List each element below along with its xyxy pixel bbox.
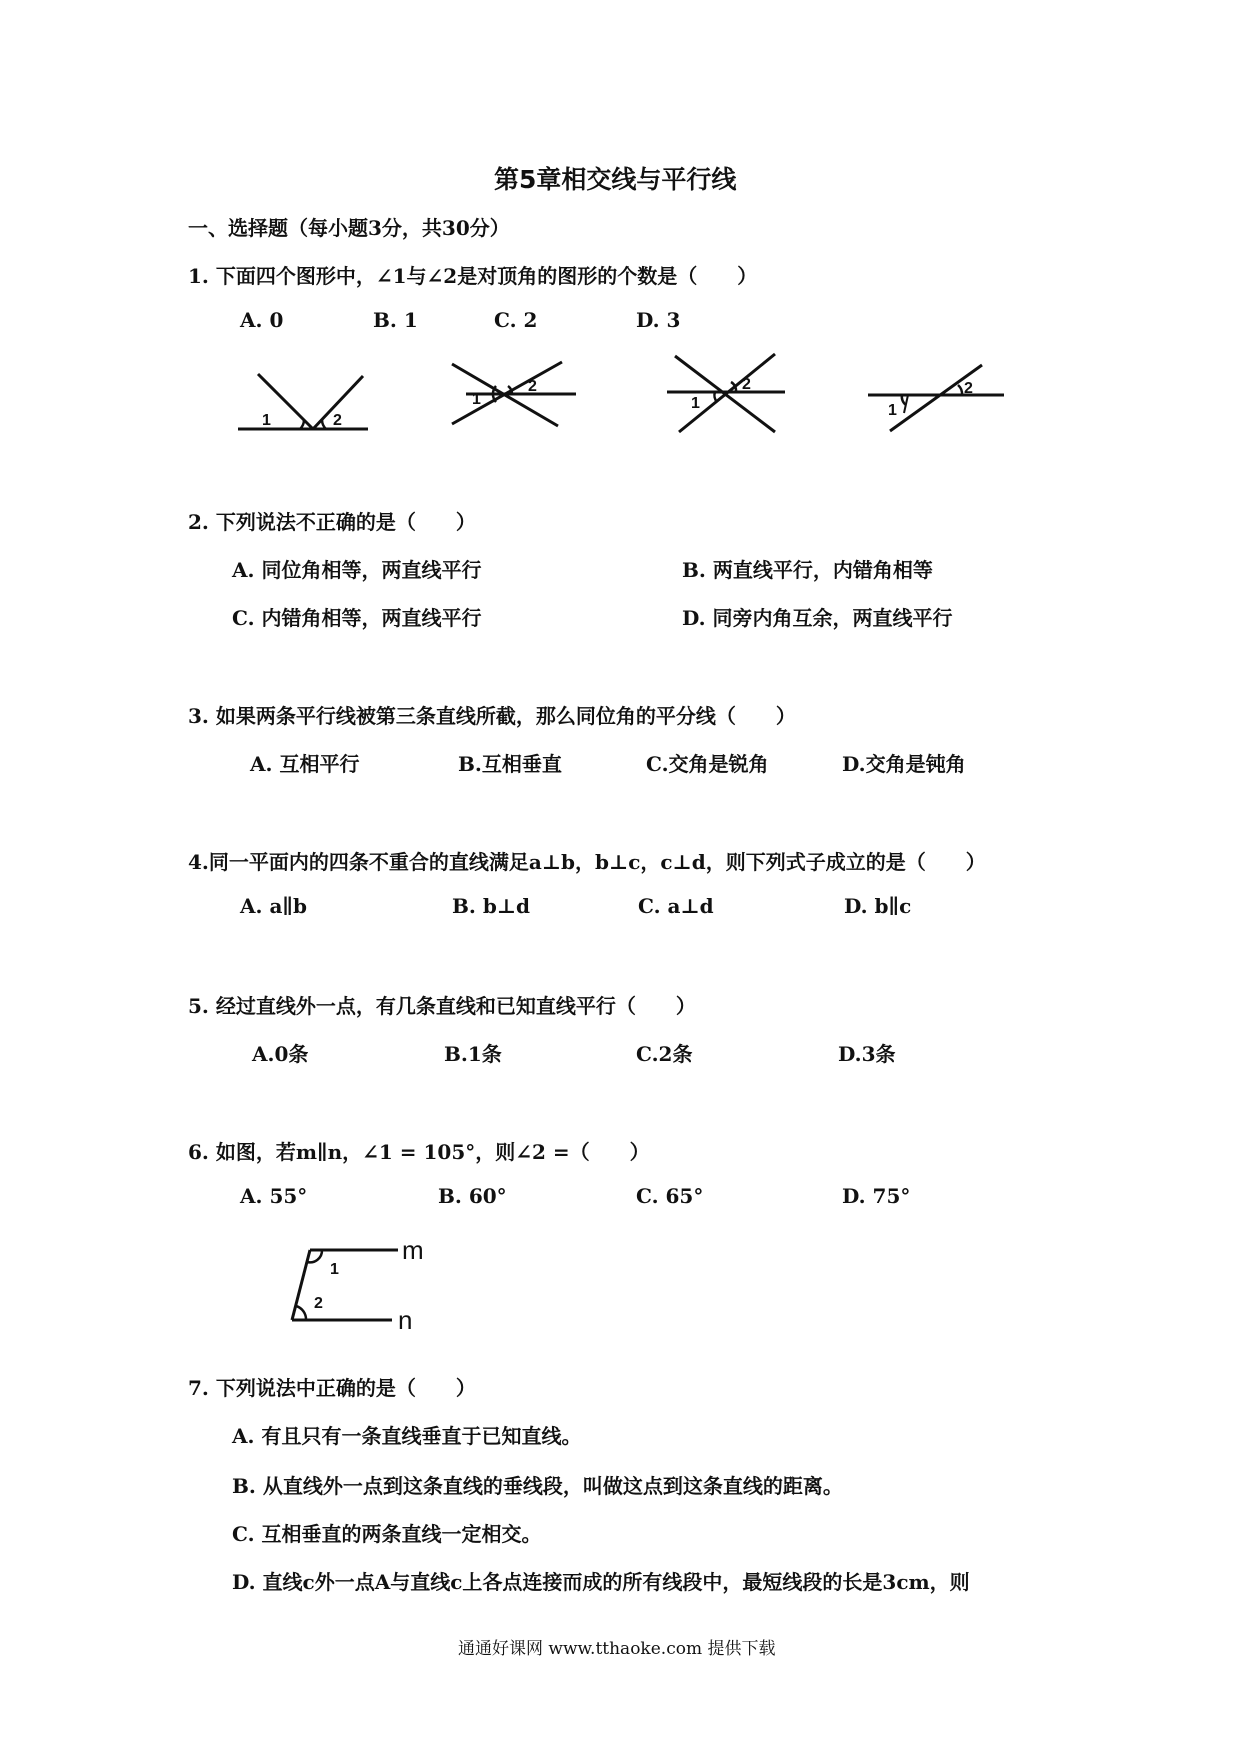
q7-option-a[interactable]: A. 有且只有一条直线垂直于已知直线。 [232, 1424, 582, 1448]
q1-option-a[interactable]: A. 0 [240, 308, 284, 332]
q1-fig4-angle1-label: 1 [888, 402, 897, 419]
q5-option-b[interactable]: B.1条 [444, 1042, 502, 1066]
q3-option-b[interactable]: B.互相垂直 [458, 752, 562, 776]
q7-option-d[interactable]: D. 直线c外一点A与直线c上各点连接而成的所有线段中，最短线段的长是3cm，则 [232, 1570, 970, 1594]
page-title: 第5章相交线与平行线 [494, 165, 737, 194]
question-3-stem: 3. 如果两条平行线被第三条直线所截，那么同位角的平分线（ ） [188, 704, 796, 728]
q6-angle2-label: 2 [314, 1295, 323, 1312]
question-1-stem: 1. 下面四个图形中，∠1与∠2是对顶角的图形的个数是（ ） [188, 264, 758, 288]
q1-fig4-angle2-label: 2 [964, 380, 973, 397]
section-heading: 一、选择题（每小题3分，共30分） [188, 216, 510, 240]
question-7-stem: 7. 下列说法中正确的是（ ） [188, 1376, 476, 1400]
q4-option-c[interactable]: C. a⊥d [638, 894, 714, 918]
q6-figure [288, 1235, 428, 1335]
q7-option-b[interactable]: B. 从直线外一点到这条直线的垂线段，叫做这点到这条直线的距离。 [232, 1474, 843, 1498]
question-6-stem: 6. 如图，若m∥n，∠1 = 105°，则∠2 =（ ） [188, 1140, 650, 1164]
q6-angle1-label: 1 [330, 1261, 339, 1278]
q3-option-a[interactable]: A. 互相平行 [250, 752, 360, 776]
q1-fig3-angle2-label: 2 [742, 376, 751, 393]
q3-option-c[interactable]: C.交角是锐角 [646, 752, 769, 776]
q3-option-d[interactable]: D.交角是钝角 [842, 752, 966, 776]
q1-figure-2 [446, 360, 581, 430]
q1-option-c[interactable]: C. 2 [494, 308, 538, 332]
q1-option-d[interactable]: D. 3 [636, 308, 681, 332]
q1-fig1-angle1-label: 1 [262, 412, 271, 429]
q5-option-a[interactable]: A.0条 [252, 1042, 309, 1066]
q1-figure-4 [868, 365, 1008, 435]
q1-fig3-angle1-label: 1 [691, 395, 700, 412]
q6-line-m-label: m [402, 1235, 424, 1265]
question-4-stem: 4.同一平面内的四条不重合的直线满足a⊥b，b⊥c，c⊥d，则下列式子成立的是（ ） [188, 850, 986, 874]
q6-line-n-label: n [398, 1305, 413, 1335]
q1-option-b[interactable]: B. 1 [373, 308, 418, 332]
page-footer: 通通好课网 www.tthaoke.com 提供下载 [458, 1639, 776, 1659]
q7-option-c[interactable]: C. 互相垂直的两条直线一定相交。 [232, 1522, 542, 1546]
q6-option-c[interactable]: C. 65° [636, 1184, 704, 1208]
q2-option-a[interactable]: A. 同位角相等，两直线平行 [232, 558, 482, 582]
q1-fig2-angle1-label: 1 [472, 391, 481, 408]
q6-option-d[interactable]: D. 75° [842, 1184, 911, 1208]
q6-option-b[interactable]: B. 60° [438, 1184, 507, 1208]
question-5-stem: 5. 经过直线外一点，有几条直线和已知直线平行（ ） [188, 994, 696, 1018]
q5-option-d[interactable]: D.3条 [838, 1042, 896, 1066]
question-2-stem: 2. 下列说法不正确的是（ ） [188, 510, 476, 534]
q4-option-d[interactable]: D. b∥c [844, 894, 912, 918]
q6-option-a[interactable]: A. 55° [240, 1184, 308, 1208]
q4-option-a[interactable]: A. a∥b [240, 894, 307, 918]
q1-fig2-angle2-label: 2 [528, 378, 537, 395]
q5-option-c[interactable]: C.2条 [636, 1042, 693, 1066]
q1-figure-1 [238, 370, 373, 435]
q2-option-b[interactable]: B. 两直线平行，内错角相等 [682, 558, 933, 582]
q1-figure-3 [665, 352, 800, 437]
q2-option-d[interactable]: D. 同旁内角互余，两直线平行 [682, 606, 953, 630]
q4-option-b[interactable]: B. b⊥d [452, 894, 530, 918]
q1-fig1-angle2-label: 2 [333, 412, 342, 429]
q2-option-c[interactable]: C. 内错角相等，两直线平行 [232, 606, 482, 630]
